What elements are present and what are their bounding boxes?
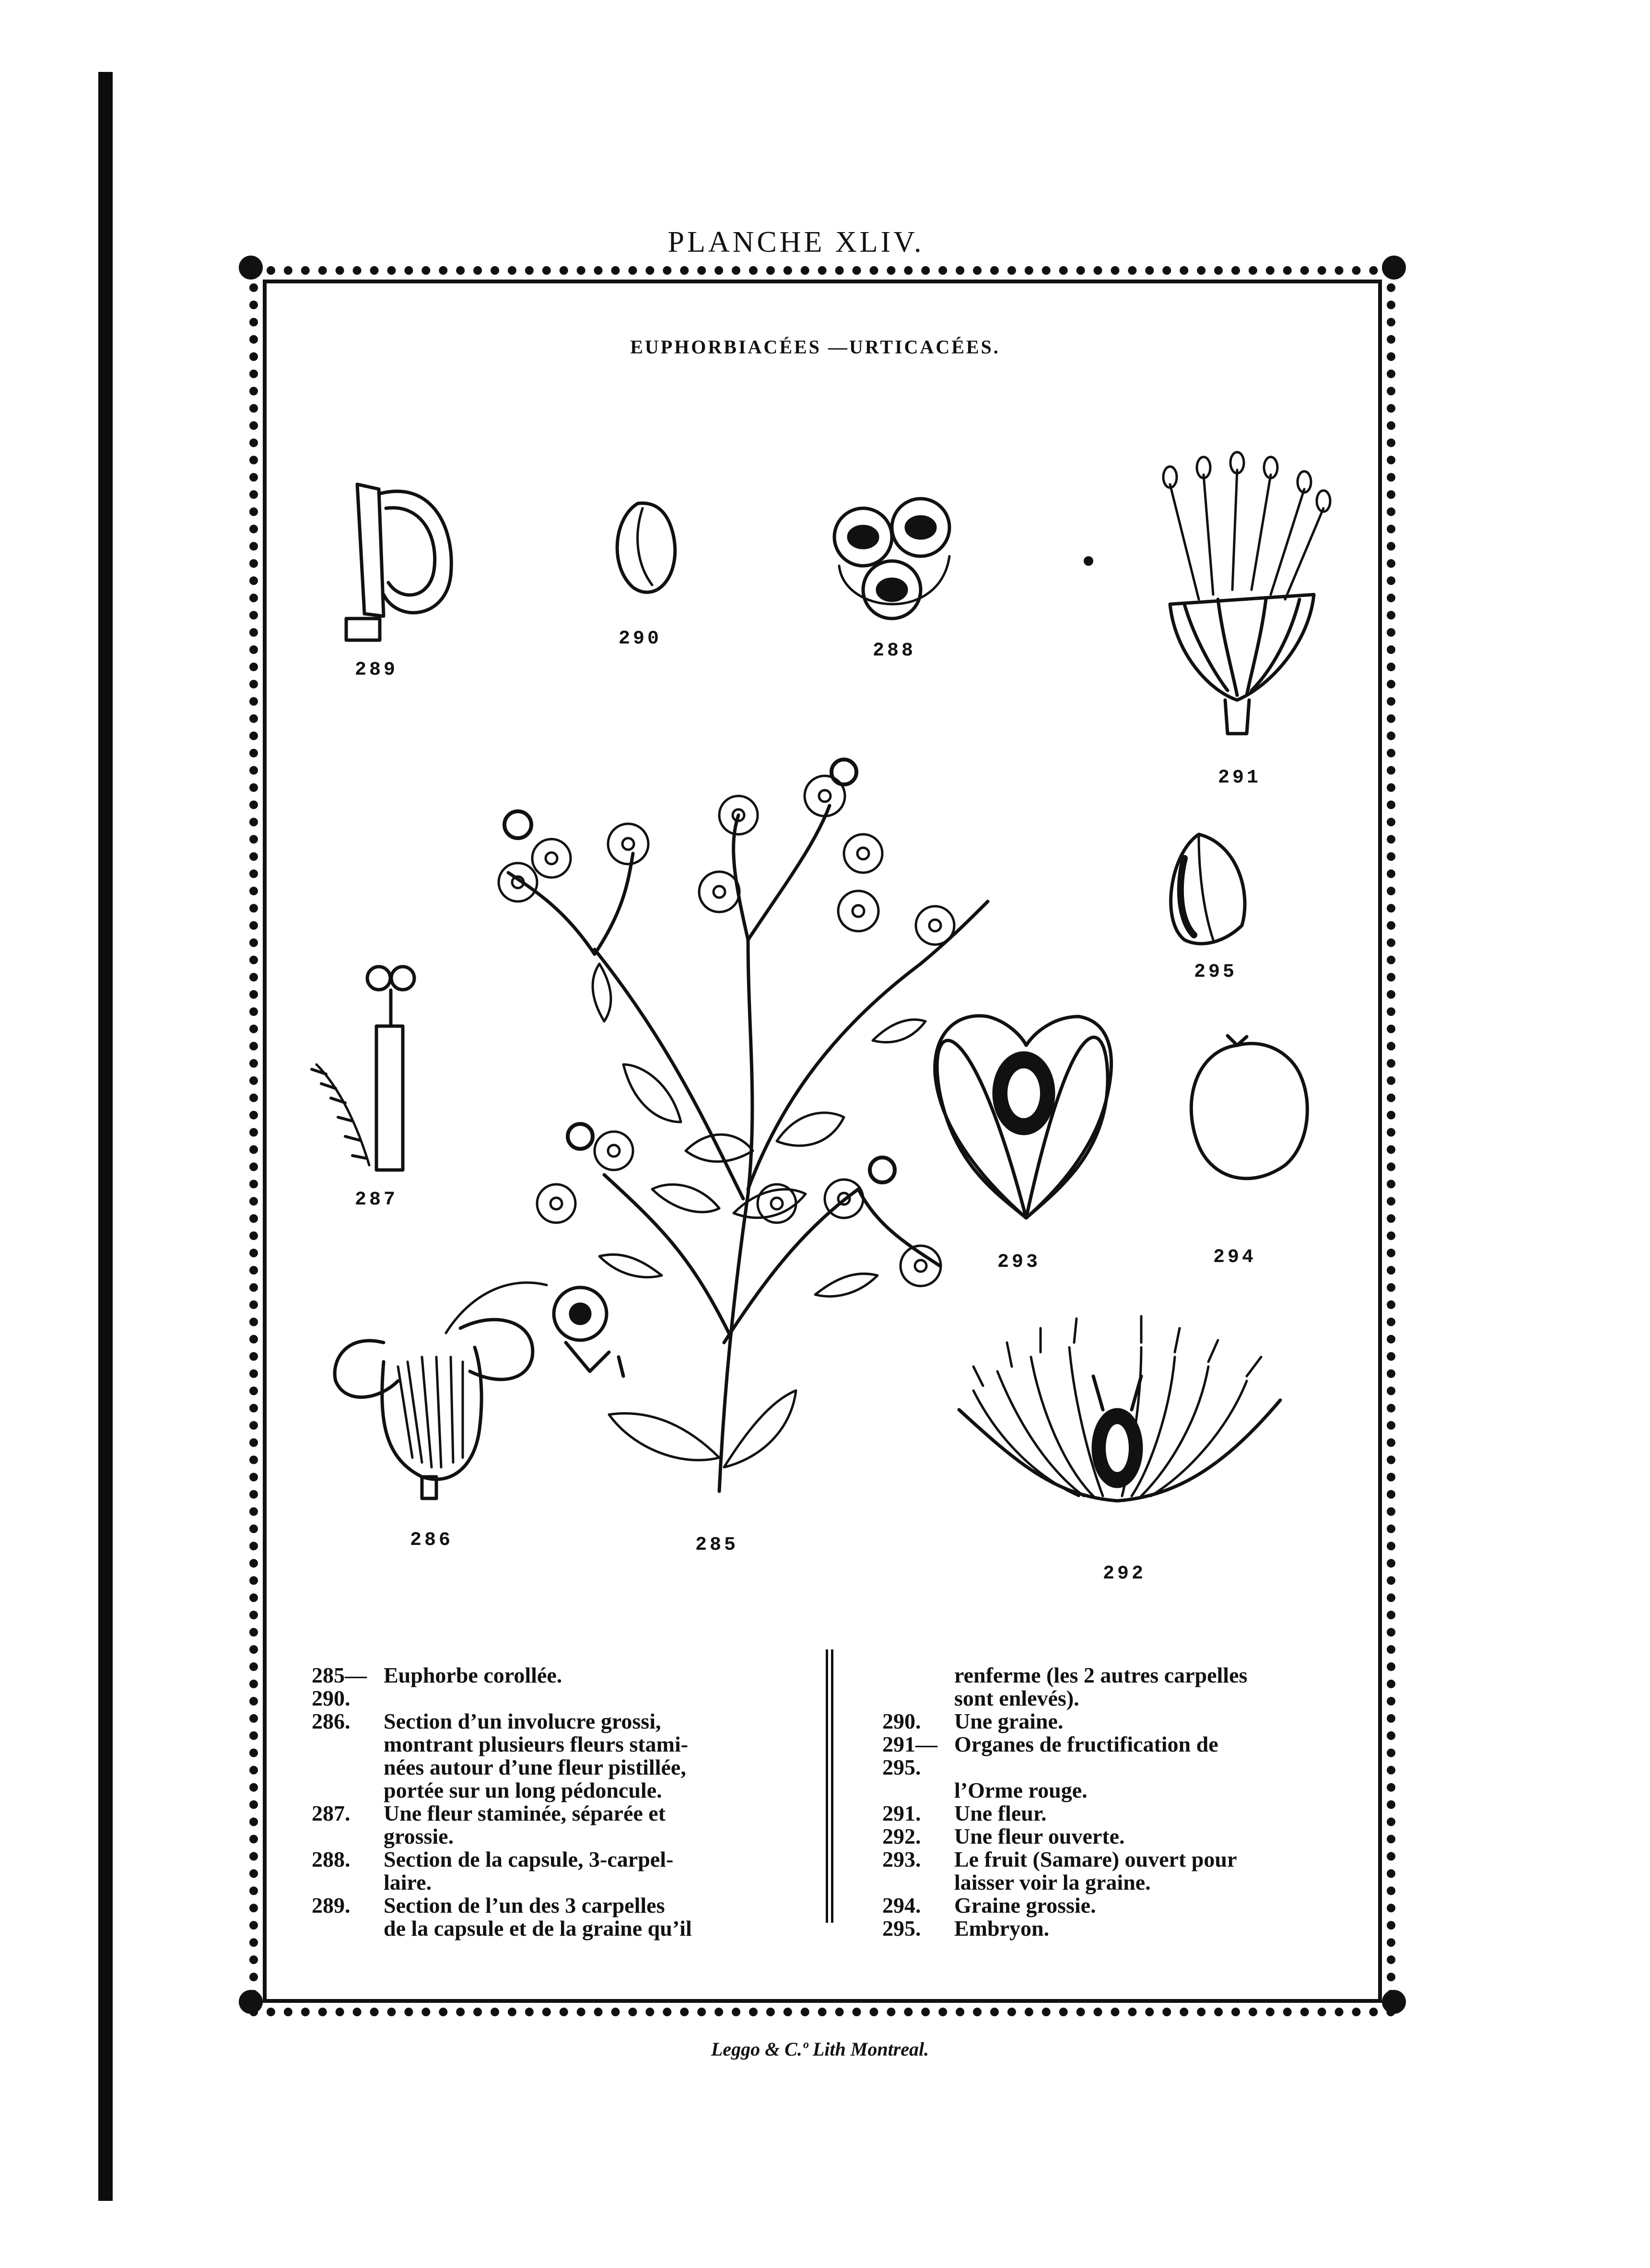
legend-entry: 291. Une fleur. bbox=[882, 1801, 1047, 1825]
legend-entry: 289. Section de l’un des 3 carpelles bbox=[312, 1893, 665, 1917]
figure-285-euphorbia-plant bbox=[499, 760, 988, 1491]
figure-label-288: 288 bbox=[873, 640, 916, 662]
legend-entry: renferme (les 2 autres carpelles bbox=[954, 1663, 1248, 1687]
legend-entry: de la capsule et de la graine qu’il bbox=[384, 1916, 692, 1941]
figure-293-samara-fruit bbox=[935, 1016, 1112, 1218]
legend-entry: 288. Section de la capsule, 3-carpel- bbox=[312, 1847, 674, 1871]
figure-label-294: 294 bbox=[1213, 1247, 1257, 1268]
legend-entry: 295. Embryon. bbox=[882, 1916, 1050, 1941]
figure-289-carpel-section bbox=[346, 484, 451, 640]
legend-entry: 285—290. Euphorbe corollée. bbox=[312, 1663, 562, 1710]
legend-entry: 294. Graine grossie. bbox=[882, 1893, 1096, 1917]
figure-label-290: 290 bbox=[619, 628, 662, 650]
legend-entry: portée sur un long pédoncule. bbox=[384, 1778, 662, 1802]
figure-295-embryo bbox=[1171, 834, 1245, 944]
figure-label-287: 287 bbox=[355, 1189, 398, 1211]
figure-286-involucre-section bbox=[335, 1283, 623, 1498]
figure-label-295: 295 bbox=[1194, 961, 1238, 983]
legend-entry: 286. Section d’un involucre grossi, bbox=[312, 1709, 661, 1733]
figure-label-289: 289 bbox=[355, 659, 398, 681]
legend-entry: laisser voir la graine. bbox=[954, 1870, 1151, 1894]
figure-290-seed bbox=[617, 503, 675, 592]
legend-entry: 290. Une graine. bbox=[882, 1709, 1064, 1733]
figure-291-elm-flower bbox=[1163, 452, 1330, 734]
family-heading: EUPHORBIACÉES —URTICACÉES. bbox=[630, 336, 1000, 358]
legend-entry: montrant plusieurs fleurs stami- bbox=[384, 1732, 689, 1756]
legend-entry: sont enlevés). bbox=[954, 1686, 1079, 1710]
legend-entry: nées autour d’une fleur pistillée, bbox=[384, 1755, 686, 1779]
lithographer-imprint: Leggo & C.º Lith Montreal. bbox=[711, 2038, 929, 2060]
legend-left-column bbox=[312, 1664, 810, 1940]
legend-entry: 287. Une fleur staminée, séparée et bbox=[312, 1801, 666, 1825]
figure-mark-dot bbox=[1084, 556, 1093, 566]
figure-label-292: 292 bbox=[1103, 1563, 1147, 1585]
legend-entry: 291—295. Organes de fructification de bbox=[882, 1732, 1218, 1779]
legend-column-divider bbox=[826, 1649, 833, 1923]
plate-title: PLANCHE XLIV. bbox=[667, 226, 924, 258]
legend-entry: laire. bbox=[384, 1870, 432, 1894]
legend-entry: l’Orme rouge. bbox=[954, 1778, 1088, 1802]
legend-right-column bbox=[882, 1664, 1362, 1940]
figure-287-staminate-flower bbox=[312, 967, 414, 1170]
figure-292-open-flower bbox=[959, 1316, 1280, 1501]
figure-label-293: 293 bbox=[997, 1251, 1041, 1273]
figure-label-291: 291 bbox=[1218, 767, 1262, 789]
figure-288-capsule-section bbox=[834, 499, 949, 619]
legend-entry: 292. Une fleur ouverte. bbox=[882, 1824, 1125, 1848]
legend-entry: 293. Le fruit (Samare) ouvert pour bbox=[882, 1847, 1237, 1871]
figure-label-286: 286 bbox=[410, 1530, 454, 1551]
figure-294-seed-enlarged bbox=[1191, 1036, 1307, 1179]
legend-entry: grossie. bbox=[384, 1824, 454, 1848]
figure-label-285: 285 bbox=[695, 1534, 739, 1556]
